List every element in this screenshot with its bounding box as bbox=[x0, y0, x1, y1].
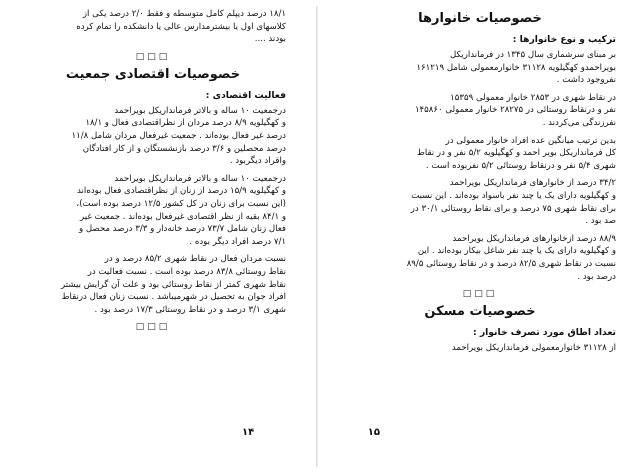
text-line: (این نسبت برای زنان در کل کشور ۱۲/۵ درصد بوده است)، bbox=[76, 198, 286, 209]
page-14 bbox=[10, 8, 310, 468]
text-line: در نقاط شهری در ۲۸۵۳ خانوار معمولی ۱۵۳۵۹ bbox=[450, 92, 616, 103]
text-line: درجمعیت ۱۰ ساله و بالاتر فرمانداریکل بویراحمد bbox=[114, 173, 286, 184]
text-line: برای نقاط شهری ۷۵ درصد و برای نقاط روستائی ۳۰/۱ در bbox=[410, 203, 616, 214]
section-separator: □□□ bbox=[135, 51, 171, 62]
text-line: نقاط شهری کمتر از نقاط روستائی بود و علت آن گرایش بیشتر bbox=[61, 279, 286, 290]
text-line: کل فرمانداریکل بویر احمد و کهگیلویه ۵/۲ نفر و در نقاط bbox=[416, 148, 616, 159]
text-line: کلاسهای اول یا بیشترمدارس عالی یا دانشکده را تمام کرده bbox=[76, 21, 286, 32]
section-separator: □□□ bbox=[135, 322, 171, 333]
section-title: خصوصیات اقتصادی جمعیت bbox=[65, 66, 241, 82]
section-title: خصوصیات خانوارها bbox=[418, 11, 542, 26]
text-line: شهری ۳/۱ درصد و در نقاط روستائی ۱۷/۳ درصد بود . bbox=[94, 304, 286, 315]
text-line: بویراحمدو کهگیلویه ۳۱۱۲۸ خانوارمعمولی شامل ۱۶۱۲۱۹ bbox=[416, 62, 616, 73]
text-line: نسبت در نقاط شهری ۸۲/۵ درصد و در نقاط روستائی ۸۹/۵ bbox=[406, 258, 616, 269]
text-line: و ۸۴/۱ بقیه از نظر اقتصادی غیرفعال بوده‌اند . جمعیت غیر bbox=[79, 211, 286, 222]
text-line: شهری ۵/۴ نفر و درنقاط روستائی ۵/۲ نفربوده است . bbox=[425, 160, 616, 171]
text-line: بدین ترتیب میانگین عده افراد خانوار معمولی در bbox=[445, 135, 616, 146]
section-separator: □□□ bbox=[462, 289, 498, 300]
text-line: افراد جوان به تحصیل در شهرمیباشد . نسبت زنان فعال درنقاط bbox=[61, 292, 286, 303]
text-line: درجمعیت ۱۰ ساله و بالاتر فرمانداریکل بویراحمد bbox=[114, 105, 286, 116]
text-line: و کهگیلویه ۱۵/۹ درصد از زنان از نظراقتصادی فعال بوده‌اند bbox=[77, 186, 286, 197]
page-number: ۱۴ bbox=[242, 427, 255, 438]
text-line: ۳۴/۲ درصد از خانوارهای فرمانداریکل بویراحمد bbox=[449, 178, 616, 189]
text-line: فعال زنان شامل ۷۳/۷ درصد خانه‌دار و ۳/۳ درصد محصل و bbox=[78, 224, 286, 235]
text-line: و کهگیلویه ۸/۹ درصد مردان از نظراقتصادی فعال و ۱۸/۱ bbox=[85, 118, 286, 129]
text-line: واقراد دیگربود . bbox=[229, 156, 286, 167]
text-line: صد بود . bbox=[585, 216, 616, 227]
text-line: و کهگیلویه دارای یک یا چند نفر شاغل بیکار بوده‌اند . این bbox=[417, 246, 616, 257]
text-line: ۸۸/۹ درصد ازخانوارهای فرمانداریکل بویراحمد bbox=[452, 233, 616, 244]
text-line: نفروجود داشت . bbox=[556, 75, 616, 86]
text-line: درصد بود . bbox=[577, 271, 616, 282]
text-line: بر مبنای سرشماری سال ۱۳۴۵ در فرمانداریکل bbox=[450, 50, 616, 60]
text-line: بودند .... bbox=[254, 34, 286, 45]
subheading: ترکیب و نوع خانوارها : bbox=[512, 34, 616, 45]
text-line: نفر و درنقاط روستائی در ۲۸۲۷۵ خانوار معمولی ۱۴۵۸۶۰ bbox=[414, 105, 616, 116]
text-line: ۱۸/۱ درصد دیپلم کامل متوسطه و فقط ۲/۰ درصد یکی از bbox=[82, 9, 286, 19]
text-line: درصد غیر فعال بوده‌اند . جمعیت غیرفعال مردان شامل ۱۱/۸ bbox=[71, 130, 286, 141]
section-title: خصوصیات مسکن bbox=[424, 304, 536, 320]
text-line: نقاط روستائی ۸۳/۸ درصد بوده است . نسبت فعالیت در bbox=[87, 266, 286, 277]
page-15 bbox=[324, 8, 630, 468]
book-gutter bbox=[316, 6, 318, 467]
text-line: از ۳۱۱۲۸ خانوارمعمولی فرمانداریکل بویراحمد bbox=[451, 343, 616, 354]
subheading: تعداد اطاق مورد تصرف خانوار : bbox=[472, 327, 616, 339]
text-line: نسبت مردان فعال در نقاط شهری ۸۵/۲ درصد و در bbox=[104, 254, 286, 265]
text-line: درصد محصلین و ۳/۶ درصد بازنشستگان و از کار افتادگان bbox=[82, 143, 286, 154]
page-number: ۱۵ bbox=[367, 427, 380, 438]
text-line: ۷/۱ درصد افراد دیگر بوده . bbox=[189, 236, 286, 247]
subheading: فعالیت اقتصادی : bbox=[205, 89, 286, 101]
text-line: و کهگیلویه دارای یک یا چند نفر باسواد بوده‌اند . این نسبت bbox=[411, 190, 616, 201]
text-line: نفرزندگی می‌کردند . bbox=[542, 117, 616, 128]
